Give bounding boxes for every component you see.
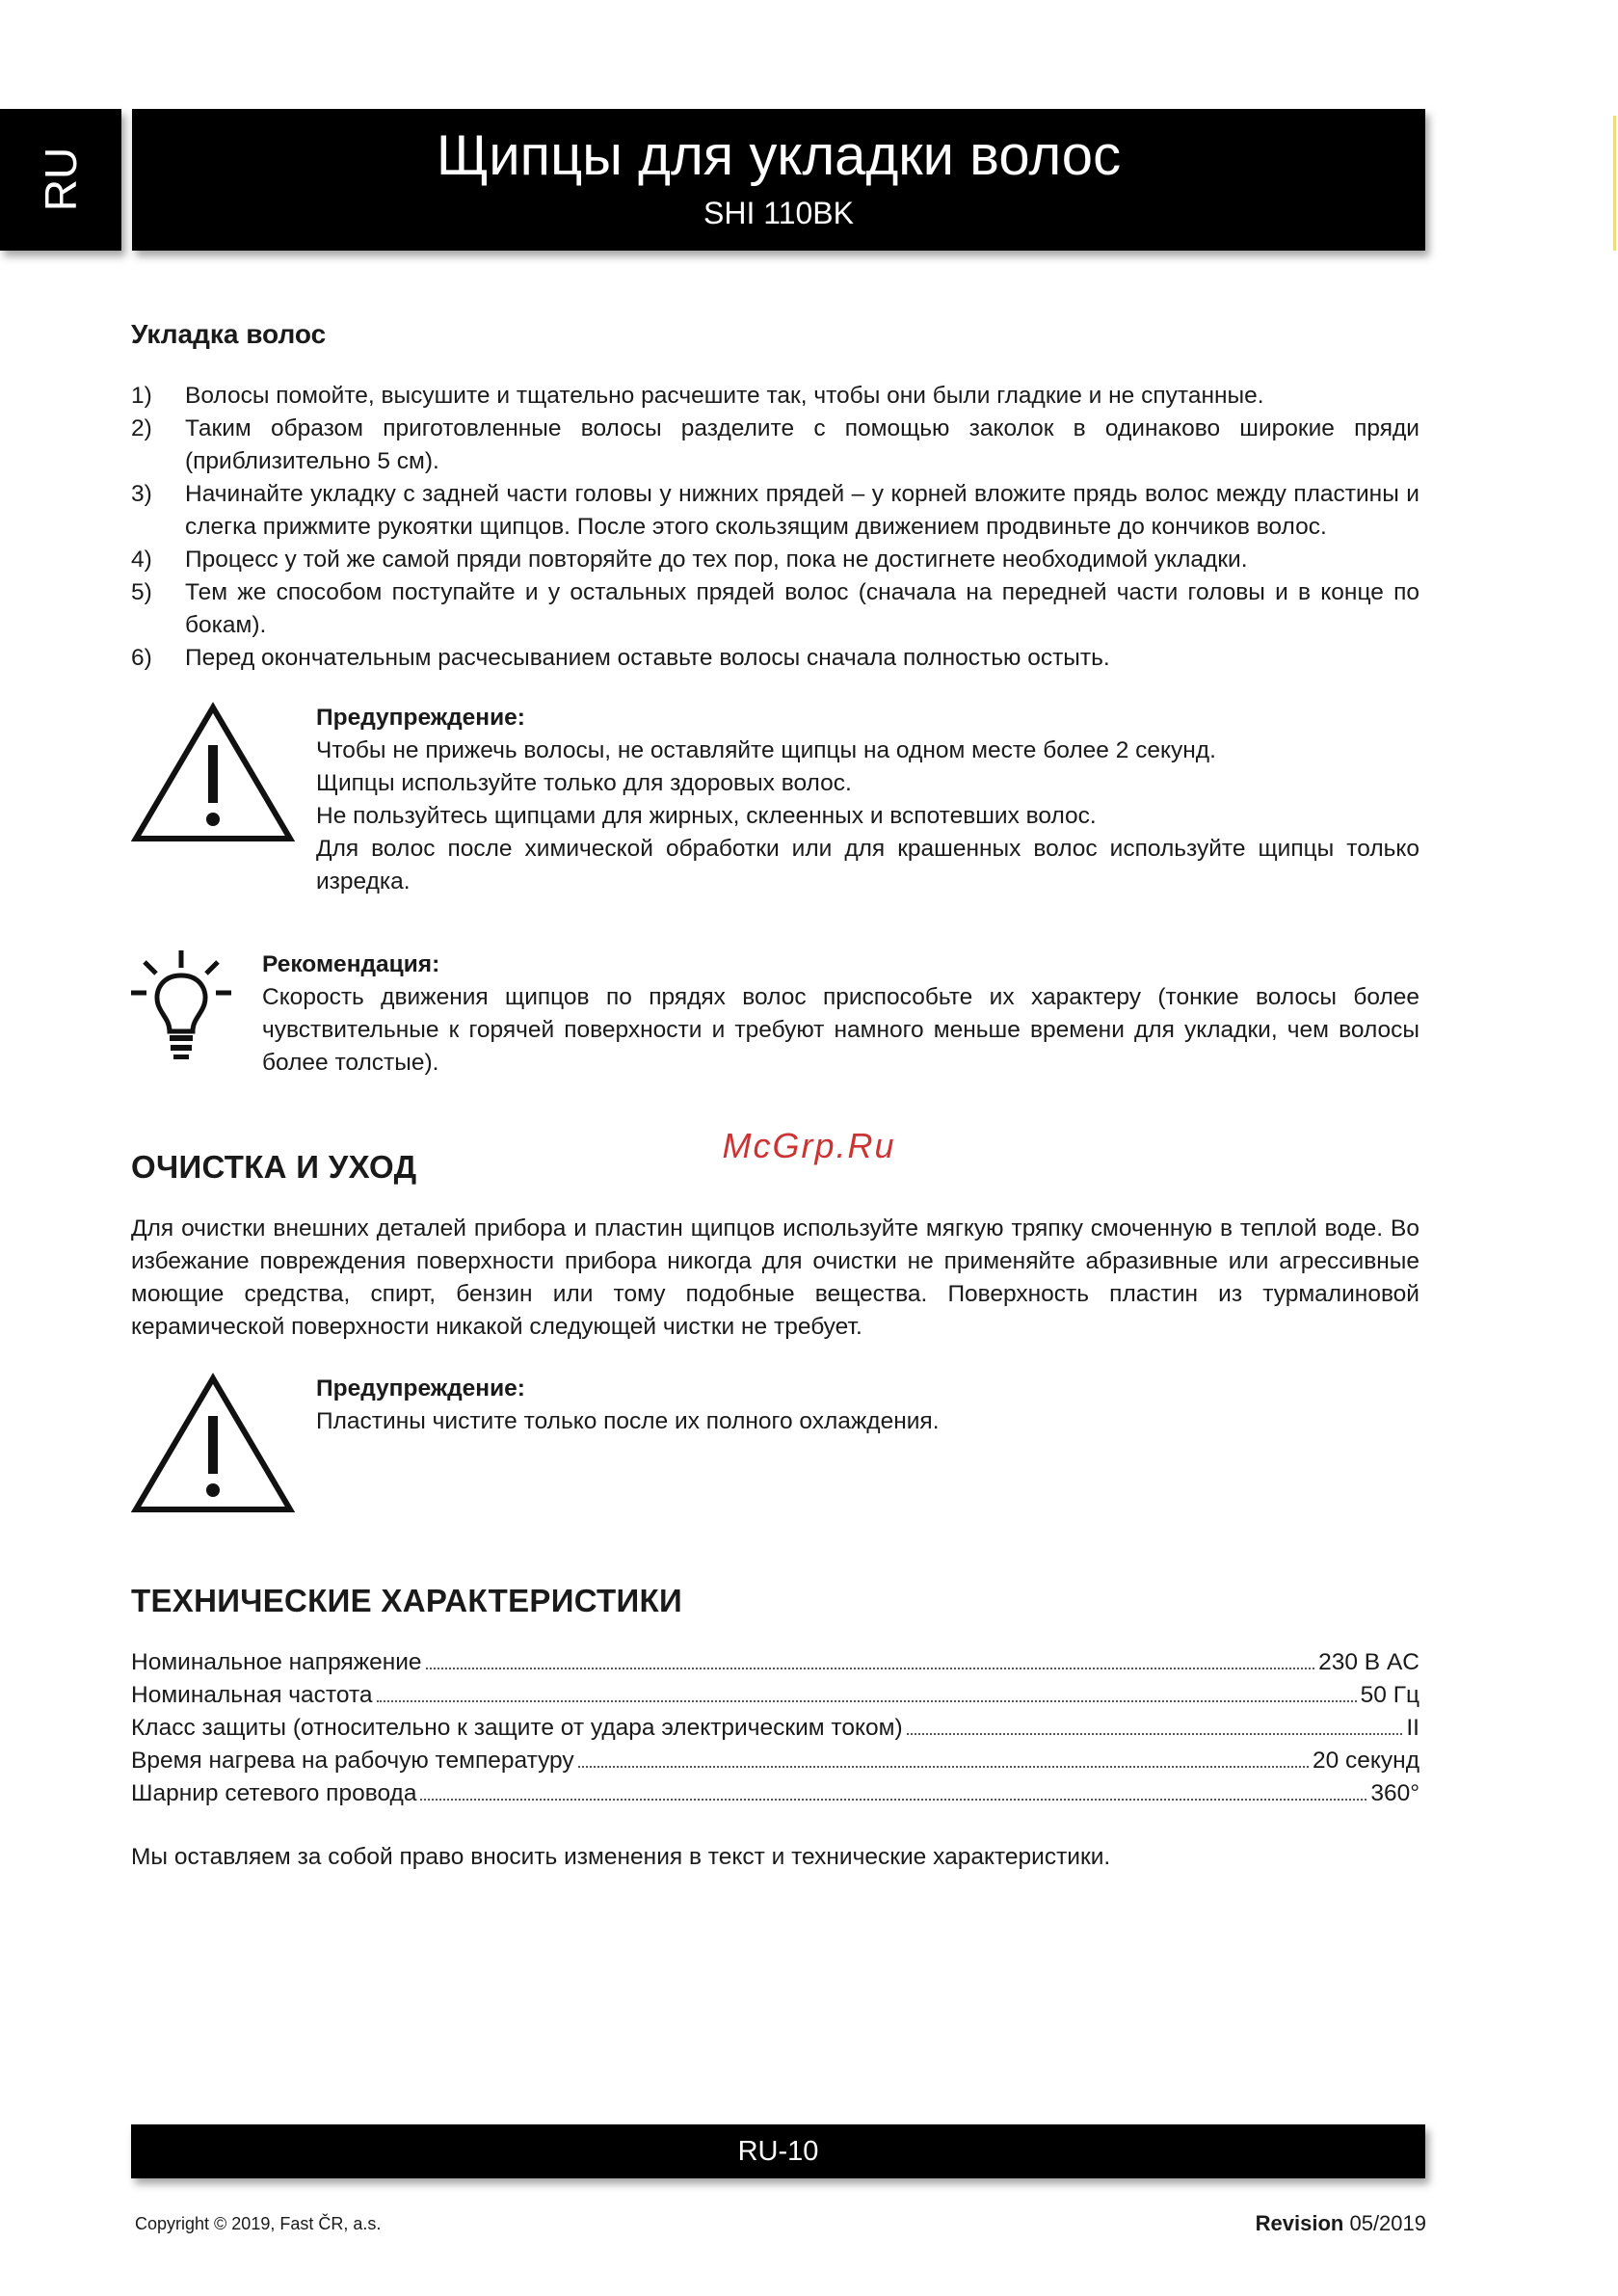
warning-line: Чтобы не прижечь волосы, не оставляйте щипцы на одном месте более 2 секунд.	[316, 737, 1216, 763]
cleaning-heading: ОЧИСТКА И УХОД	[131, 1149, 417, 1185]
revision	[1256, 2211, 1426, 2236]
spec-value: 360°	[1370, 1780, 1419, 1806]
spec-label: Класс защиты (относительно к защите от удара электрическим током)	[131, 1715, 903, 1741]
styling-tip	[131, 948, 1419, 1080]
lightbulb-icon	[131, 948, 231, 1064]
list-item	[131, 413, 1419, 478]
revision-label: Revision	[1255, 2211, 1344, 2235]
step-text: Тем же способом поступайте и у остальных прядей волос (сначала на передней части головы и в конце по бокам).	[185, 579, 1419, 638]
step-number: 5)	[131, 579, 152, 605]
language-label: RU	[36, 147, 86, 212]
tip-label: Рекомендация:	[262, 951, 440, 977]
styling-heading: Укладка волос	[131, 319, 327, 349]
page-title: Щипцы для укладки волос	[436, 124, 1122, 187]
revision-date: 05/2019	[1349, 2211, 1426, 2235]
disclaimer: Мы оставляем за собой право вносить изменения в текст и технические характеристики.	[131, 1844, 1111, 1870]
warning-line: Для волос после химической обработки или для крашенных волос используйте щипцы только изредка.	[316, 836, 1419, 894]
step-number: 6)	[131, 645, 152, 671]
list-item	[131, 576, 1419, 642]
step-number: 4)	[131, 547, 152, 573]
spec-label: Номинальная частота	[131, 1682, 373, 1708]
spec-row	[131, 1745, 1419, 1777]
copyright: Copyright © 2019, Fast ČR, a.s.	[135, 2214, 382, 2233]
spec-row	[131, 1679, 1419, 1712]
step-text: Начинайте укладку с задней части головы у нижних прядей – у корней вложите прядь волос между пластины и слегка прижмите рукоятки щипцов. После этого скользящим движением продвиньте до кончиков волос.	[185, 481, 1419, 540]
step-number: 1)	[131, 383, 152, 409]
spec-label: Время нагрева на рабочую температуру	[131, 1748, 574, 1774]
spec-row	[131, 1712, 1419, 1745]
spec-value: 20 секунд	[1312, 1748, 1419, 1774]
spec-value: 230 В AC	[1318, 1649, 1419, 1675]
cleaning-warning	[131, 1373, 1419, 1517]
specs-heading: ТЕХНИЧЕСКИЕ ХАРАКТЕРИСТИКИ	[131, 1583, 682, 1618]
warning-line: Не пользуйтесь щипцами для жирных, склеенных и вспотевших волос.	[316, 803, 1097, 829]
warning-triangle-icon	[131, 702, 295, 844]
side-accent-line	[1613, 116, 1616, 251]
styling-warning	[131, 702, 1419, 898]
spec-label: Номинальное напряжение	[131, 1649, 422, 1675]
step-number: 3)	[131, 481, 152, 507]
list-item	[131, 642, 1419, 675]
spec-row	[131, 1777, 1419, 1810]
spec-value: II	[1406, 1715, 1419, 1741]
step-text: Процесс у той же самой пряди повторяйте до тех пор, пока не достигнете необходимой укладки.	[185, 547, 1248, 573]
styling-steps	[131, 380, 1419, 675]
warning-label: Предупреждение:	[316, 705, 525, 731]
spec-row	[131, 1646, 1419, 1679]
list-item	[131, 544, 1419, 576]
step-text: Волосы помойте, высушите и тщательно расчешите так, чтобы они были гладкие и не спутанные.	[185, 383, 1264, 409]
step-number: 2)	[131, 415, 152, 441]
warning-triangle-icon	[131, 1373, 295, 1515]
step-text: Таким образом приготовленные волосы разделите с помощью заколок в одинаково широкие пряди (приблизительно 5 см).	[185, 415, 1419, 474]
cleaning-text: Для очистки внешних деталей прибора и пластин щипцов используйте мягкую тряпку смоченную в теплой воде. Во избежание повреждения поверхности прибора никогда для очистки не применяйте абразивные или агрессивные моющие средства, спирт, бензин или тому подобные вещества. Поверхность пластин из турмалиновой керамической поверхности никакой следующей чистки не требует.	[131, 1215, 1419, 1340]
model-number: SHI 110BK	[703, 196, 854, 230]
warning-text: Пластины чистите только после их полного охлаждения.	[316, 1408, 940, 1434]
page-number: RU-10	[737, 2136, 819, 2167]
spec-label: Шарнир сетевого провода	[131, 1780, 417, 1806]
list-item	[131, 478, 1419, 544]
warning-label: Предупреждение:	[316, 1375, 525, 1402]
list-item	[131, 380, 1419, 413]
specs-list	[131, 1646, 1419, 1810]
warning-line: Щипцы используйте только для здоровых волос.	[316, 770, 852, 796]
spec-value: 50 Гц	[1360, 1682, 1419, 1708]
tip-text: Скорость движения щипцов по прядях волос приспособьте их характеру (тонкие волосы более чувствительные к горячей поверхности и требуют намного меньше времени для укладки, чем волосы более толстые).	[262, 984, 1419, 1076]
title-bar	[132, 109, 1425, 251]
step-text: Перед окончательным расчесыванием оставьте волосы сначала полностью остыть.	[185, 645, 1110, 671]
main-content	[131, 318, 1419, 1874]
language-tab	[0, 109, 121, 251]
footer-bar	[131, 2124, 1425, 2178]
watermark: McGrp.Ru	[722, 1126, 896, 1165]
